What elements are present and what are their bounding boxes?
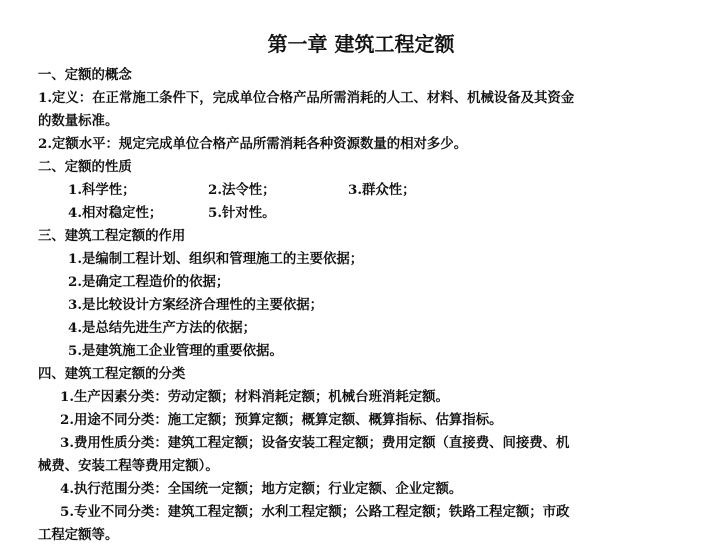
section-heading: 三、建筑工程定额的作用 <box>38 228 186 244</box>
list-row <box>38 202 664 225</box>
list-item: 4.是总结先进生产方法的依据； <box>68 320 257 336</box>
section-heading: 四、建筑工程定额的分类 <box>38 366 186 382</box>
paragraph-line: 械费、安装工程等费用定额）。 <box>38 458 219 474</box>
document-body <box>38 64 664 547</box>
list-item: 1.是编制工程计划、组织和管理施工的主要依据； <box>68 251 364 267</box>
list-item: 2.是确定工程造价的依据； <box>68 274 230 290</box>
list-item: 5.是建筑施工企业管理的重要依据。 <box>68 343 283 359</box>
paragraph-line: 4.执行范围分类：全国统一定额；地方定额；行业定额、企业定额。 <box>60 481 463 497</box>
section-heading: 一、定额的概念 <box>38 67 132 83</box>
paragraph-line: 3.费用性质分类：建筑工程定额；设备安装工程定额；费用定额（直接费、间接费、机 <box>60 435 570 451</box>
paragraph-line: 工程定额等。 <box>38 527 119 543</box>
paragraph-line: 1.生产因素分类：劳动定额；材料消耗定额；机械台班消耗定额。 <box>60 389 449 405</box>
paragraph-line: 2.用途不同分类：施工定额；预算定额；概算定额、概算指标、估算指标。 <box>60 412 503 428</box>
paragraph-line: 的数量标准。 <box>38 113 119 129</box>
section-heading: 二、定额的性质 <box>38 159 132 175</box>
list-row <box>38 179 664 202</box>
list-item: 1.科学性； <box>68 182 136 198</box>
list-item: 2.法令性； <box>208 182 276 198</box>
paragraph-line: 5.专业不同分类：建筑工程定额；水利工程定额；公路工程定额；铁路工程定额；市政 <box>60 504 570 520</box>
list-item: 4.相对稳定性； <box>68 205 163 221</box>
page-title: 第一章 建筑工程定额 <box>267 32 455 56</box>
paragraph-line: 1.定义：在正常施工条件下，完成单位合格产品所需消耗的人工、材料、机械设备及其资金 <box>38 90 575 106</box>
list-item: 3.是比较设计方案经济合理性的主要依据； <box>68 297 324 313</box>
list-item: 3.群众性； <box>348 182 416 198</box>
list-item: 5.针对性。 <box>208 205 276 221</box>
paragraph-line: 2.定额水平：规定完成单位合格产品所需消耗各种资源数量的相对多少。 <box>38 136 468 152</box>
